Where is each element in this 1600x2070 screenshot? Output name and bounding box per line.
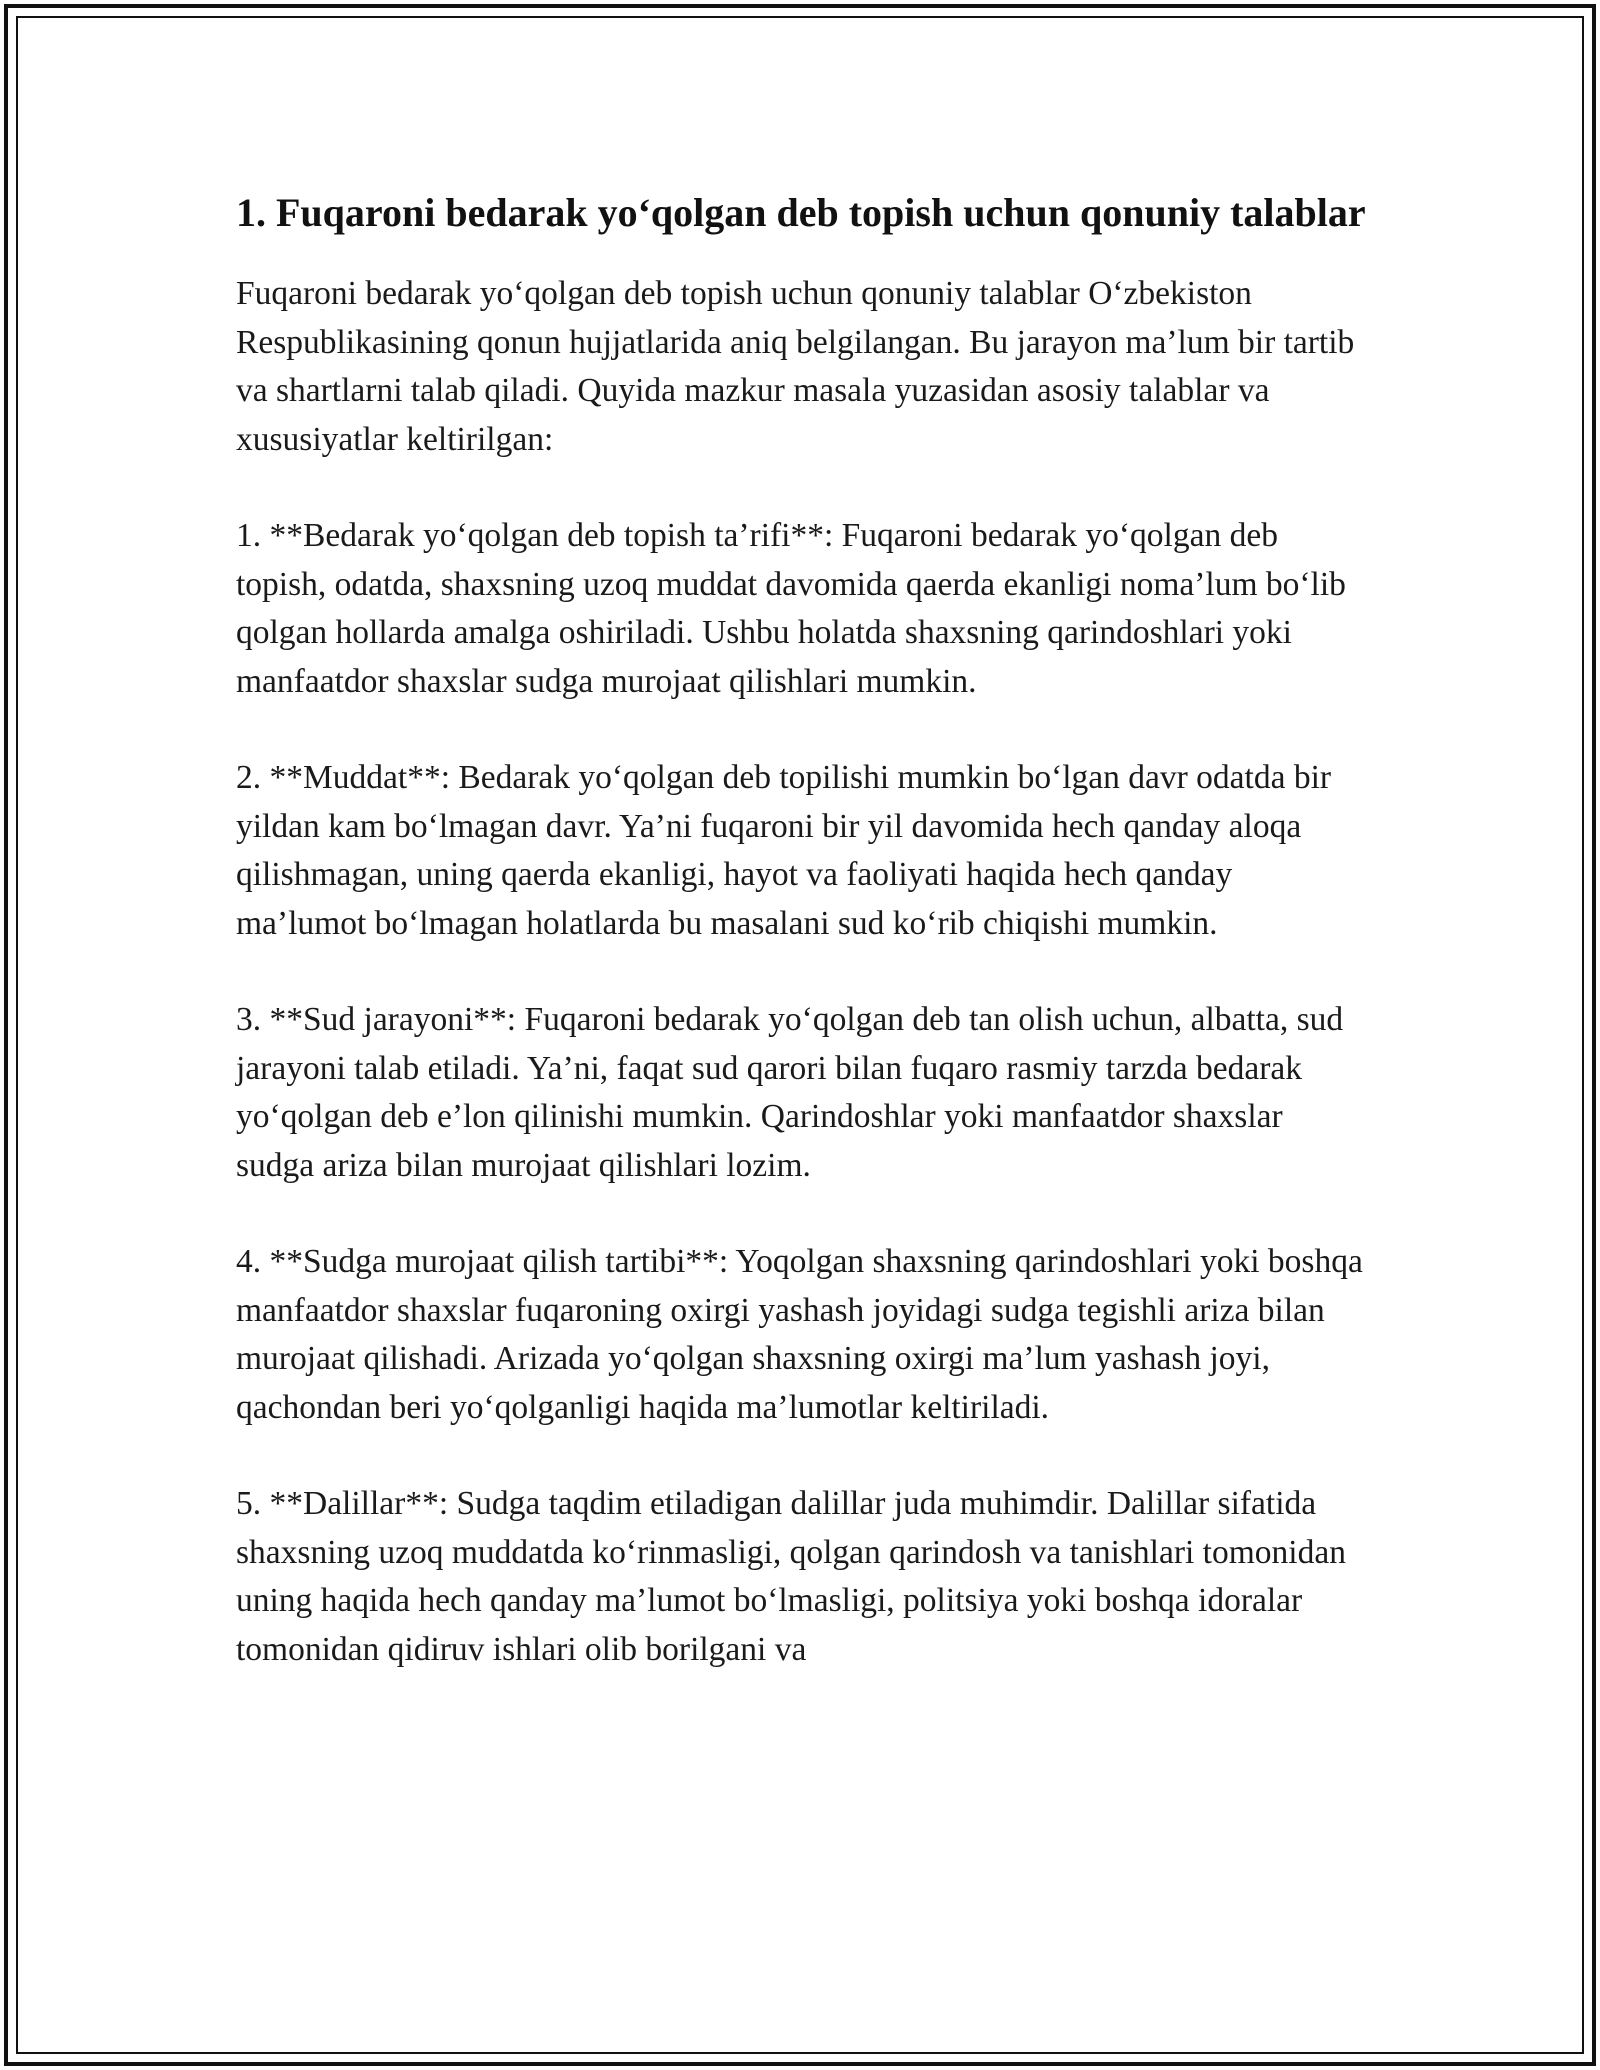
section-heading: 1. Fuqaroni bedarak yo‘qolgan deb topish uchun qonuniy talablar — [236, 190, 1366, 235]
intro-paragraph: Fuqaroni bedarak yo‘qolgan deb topish uchun qonuniy talablar O‘zbekiston Respublikasining qonun hujjatlarida aniq belgilangan. Bu jarayon ma’lum bir tartib va shartlarni talab qiladi. Quyida mazkur masala yuzasidan asosiy talablar va xususiyatlar keltirilgan: — [236, 275, 1355, 458]
paragraph-evidence: 5. **Dalillar**: Sudga taqdim etiladigan dalillar juda muhimdir. Dalillar sifatida shaxsning uzoq muddatda ko‘rinmasligi, qolgan qarindosh va tanishlari tomonidan uning haqida hech qanday ma’lumot bo‘lmasligi, politsiya yoki boshqa idoralar tomonidan qidiruv ishlari olib borilgani va — [236, 1485, 1346, 1668]
paragraph-definition: 1. **Bedarak yo‘qolgan deb topish ta’rifi**: Fuqaroni bedarak yo‘qolgan deb topish, odatda, shaxsning uzoq muddat davomida qaerda ekanligi noma’lum bo‘lib qolgan hollarda amalga oshiriladi. Ushbu holatda shaxsning qarindoshlari yoki manfaatdor shaxslar sudga murojaat qilishlari mumkin. — [236, 517, 1346, 700]
paragraph-application-procedure: 4. **Sudga murojaat qilish tartibi**: Yoqolgan shaxsning qarindoshlari yoki boshqa manfaatdor shaxslar fuqaroning oxirgi yashash joyidagi sudga tegishli ariza bilan murojaat qilishadi. Arizada yo‘qolgan shaxsning oxirgi ma’lum yashash joyi, qachondan beri yo‘qolganligi haqida ma’lumotlar keltiriladi. — [236, 1243, 1363, 1426]
paragraph-court-process: 3. **Sud jarayoni**: Fuqaroni bedarak yo‘qolgan deb tan olish uchun, albatta, sud jarayoni talab etiladi. Ya’ni, faqat sud qarori bilan fuqaro rasmiy tarzda bedarak yo‘qolgan deb e’lon qilinishi mumkin. Qarindoshlar yoki manfaatdor shaxslar sudga ariza bilan murojaat qilishlari lozim. — [236, 1001, 1344, 1184]
document-body — [236, 186, 1366, 1722]
paragraph-term: 2. **Muddat**: Bedarak yo‘qolgan deb topilishi mumkin bo‘lgan davr odatda bir yildan kam bo‘lmagan davr. Ya’ni fuqaroni bir yil davomida hech qanday aloqa qilishmagan, uning qaerda ekanligi, hayot va faoliyati haqida hech qanday ma’lumot bo‘lmagan holatlarda bu masalani sud ko‘rib chiqishi mumkin. — [236, 759, 1332, 942]
